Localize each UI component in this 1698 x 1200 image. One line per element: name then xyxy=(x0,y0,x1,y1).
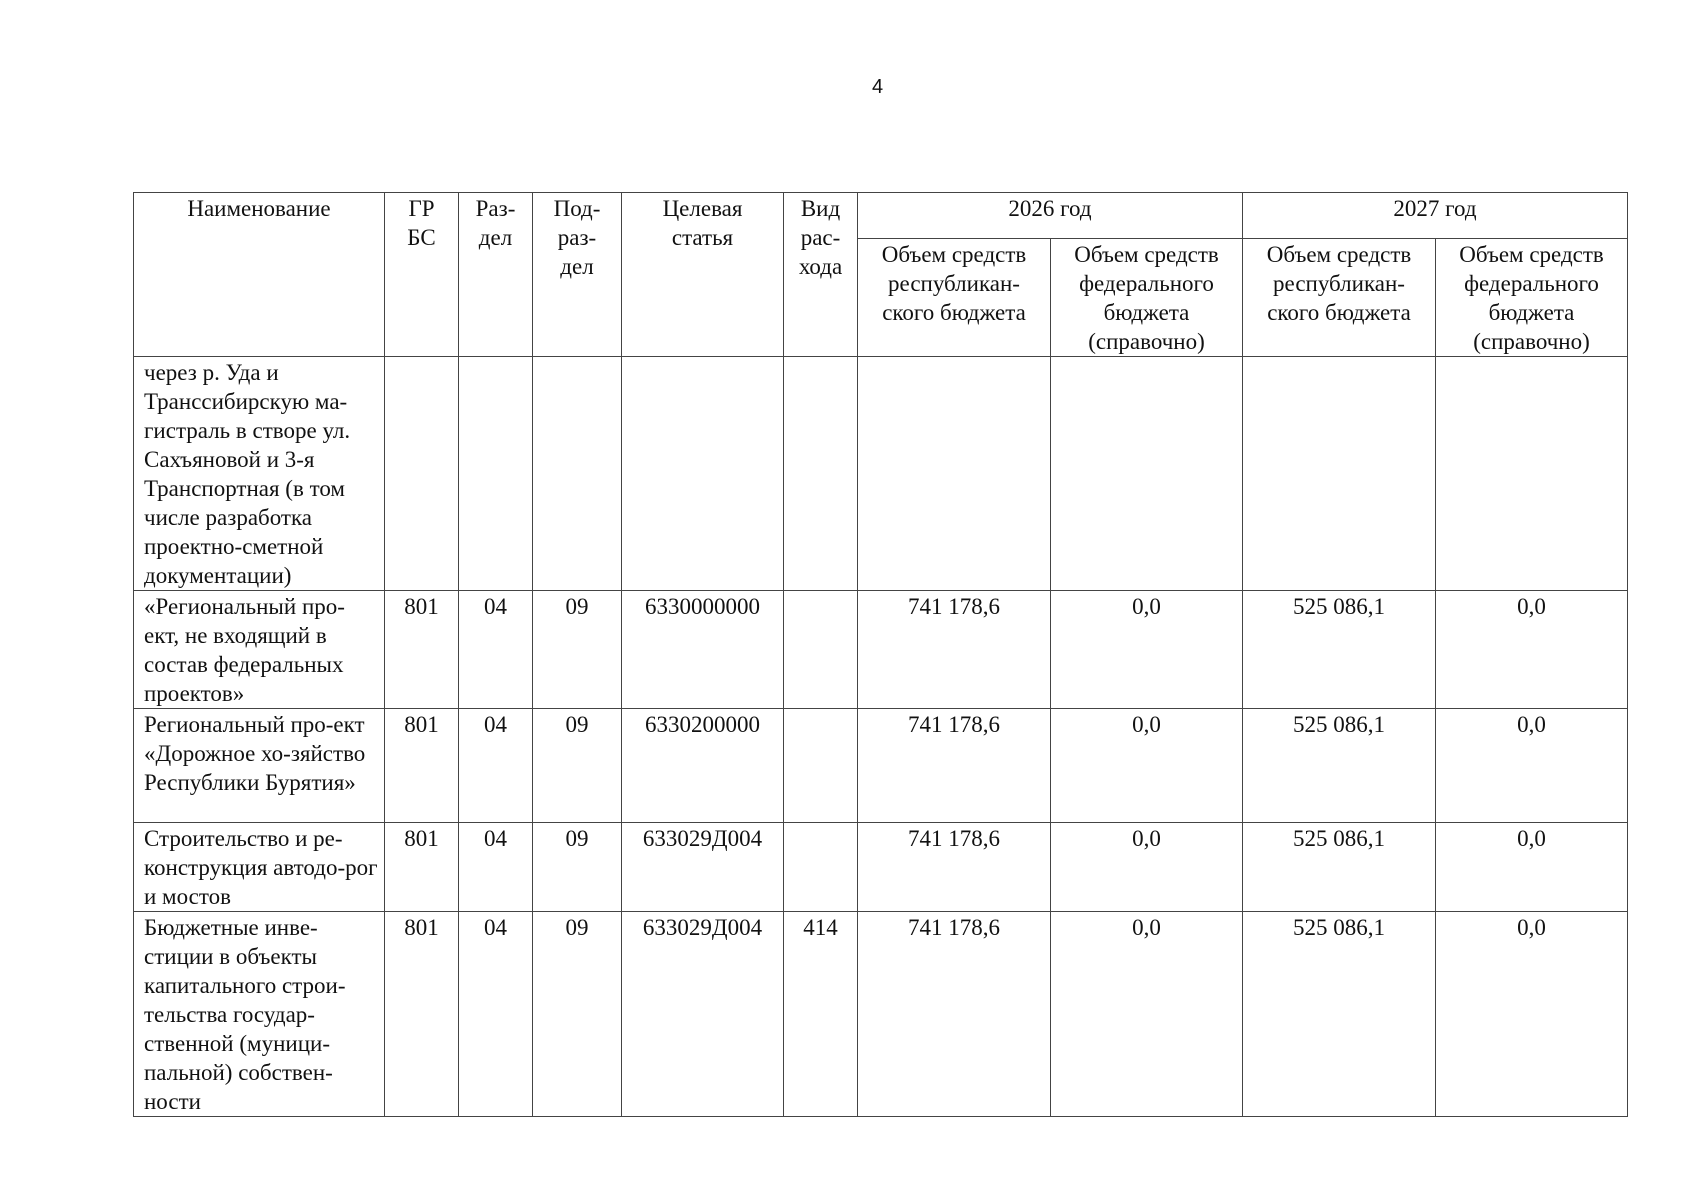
header-rep-2027 xyxy=(1243,239,1436,357)
cell-razdel: 04 xyxy=(459,912,533,1117)
cell-fed-2027: 0,0 xyxy=(1436,591,1628,709)
cell-razdel: 04 xyxy=(459,823,533,912)
header-fed-2027-text: Объем средств федерального бюджета (справочно) xyxy=(1459,242,1604,354)
cell-fed-2027: 0,0 xyxy=(1436,912,1628,1117)
header-razdel xyxy=(459,193,533,357)
header-rep-2027-text: Объем средств республикан- ского бюджета xyxy=(1266,242,1412,325)
cell-razdel: 04 xyxy=(459,709,533,823)
cell-rep-2026 xyxy=(858,357,1051,591)
cell-grbs xyxy=(385,357,459,591)
cell-fed-2027: 0,0 xyxy=(1436,823,1628,912)
header-year-2027: 2027 год xyxy=(1243,193,1628,239)
table-row xyxy=(134,709,1628,823)
page-number: 4 xyxy=(871,76,884,98)
cell-podrazdel xyxy=(533,357,622,591)
cell-rep-2027: 525 086,1 xyxy=(1243,709,1436,823)
header-fed-2027 xyxy=(1436,239,1628,357)
header-vid xyxy=(784,193,858,357)
cell-tselevaya xyxy=(622,357,784,591)
header-tselevaya-text: Целевая статья xyxy=(662,196,743,250)
cell-fed-2026 xyxy=(1051,357,1243,591)
cell-grbs: 801 xyxy=(385,709,459,823)
header-razdel-text: Раз- дел xyxy=(475,196,516,250)
header-tselevaya xyxy=(622,193,784,357)
cell-name: через р. Уда и Транссибирскую ма-гистраль в створе ул. Сахъяновой и 3-я Транспортная (в том числе разработка проектно-сметной документации) xyxy=(134,357,385,591)
cell-grbs: 801 xyxy=(385,912,459,1117)
cell-name: Региональный про-ект «Дорожное хо-зяйство Республики Бурятия» xyxy=(134,709,385,823)
header-grbs xyxy=(385,193,459,357)
cell-rep-2027: 525 086,1 xyxy=(1243,823,1436,912)
table-row xyxy=(134,912,1628,1117)
table-row xyxy=(134,591,1628,709)
cell-rep-2026: 741 178,6 xyxy=(858,912,1051,1117)
header-rep-2026 xyxy=(858,239,1051,357)
cell-razdel xyxy=(459,357,533,591)
header-name: Наименование xyxy=(134,193,385,357)
cell-tselevaya: 6330000000 xyxy=(622,591,784,709)
cell-grbs: 801 xyxy=(385,591,459,709)
cell-tselevaya: 633029Д004 xyxy=(622,912,784,1117)
cell-vid xyxy=(784,591,858,709)
cell-rep-2027: 525 086,1 xyxy=(1243,591,1436,709)
cell-fed-2026: 0,0 xyxy=(1051,823,1243,912)
header-podrazdel xyxy=(533,193,622,357)
header-grbs-text: ГР БС xyxy=(407,196,436,250)
header-year-2026: 2026 год xyxy=(858,193,1243,239)
cell-fed-2026: 0,0 xyxy=(1051,709,1243,823)
cell-rep-2026: 741 178,6 xyxy=(858,591,1051,709)
cell-rep-2027: 525 086,1 xyxy=(1243,912,1436,1117)
header-fed-2026-text: Объем средств федерального бюджета (справочно) xyxy=(1074,242,1219,354)
cell-tselevaya: 633029Д004 xyxy=(622,823,784,912)
cell-vid xyxy=(784,357,858,591)
header-fed-2026 xyxy=(1051,239,1243,357)
cell-podrazdel: 09 xyxy=(533,912,622,1117)
cell-name: Строительство и ре-конструкция автодо-рог и мостов xyxy=(134,823,385,912)
cell-name: «Региональный про-ект, не входящий в состав федеральных проектов» xyxy=(134,591,385,709)
table-row xyxy=(134,823,1628,912)
budget-table xyxy=(133,192,1628,1117)
cell-rep-2026: 741 178,6 xyxy=(858,709,1051,823)
cell-vid: 414 xyxy=(784,912,858,1117)
cell-name: Бюджетные инве-стиции в объекты капитального строи-тельства государ-ственной (муници-пальной) собствен-ности xyxy=(134,912,385,1117)
cell-rep-2026: 741 178,6 xyxy=(858,823,1051,912)
cell-podrazdel: 09 xyxy=(533,709,622,823)
cell-fed-2026: 0,0 xyxy=(1051,591,1243,709)
cell-podrazdel: 09 xyxy=(533,591,622,709)
cell-grbs: 801 xyxy=(385,823,459,912)
cell-podrazdel: 09 xyxy=(533,823,622,912)
cell-vid xyxy=(784,823,858,912)
cell-razdel: 04 xyxy=(459,591,533,709)
header-rep-2026-text: Объем средств республикан- ского бюджета xyxy=(881,242,1027,325)
cell-rep-2027 xyxy=(1243,357,1436,591)
table-row xyxy=(134,357,1628,591)
header-row-top xyxy=(134,193,1628,239)
header-podrazdel-text: Под- раз- дел xyxy=(553,196,601,279)
cell-fed-2027 xyxy=(1436,357,1628,591)
cell-tselevaya: 6330200000 xyxy=(622,709,784,823)
header-vid-text: Вид рас- хода xyxy=(798,196,843,279)
cell-fed-2027: 0,0 xyxy=(1436,709,1628,823)
cell-fed-2026: 0,0 xyxy=(1051,912,1243,1117)
cell-vid xyxy=(784,709,858,823)
